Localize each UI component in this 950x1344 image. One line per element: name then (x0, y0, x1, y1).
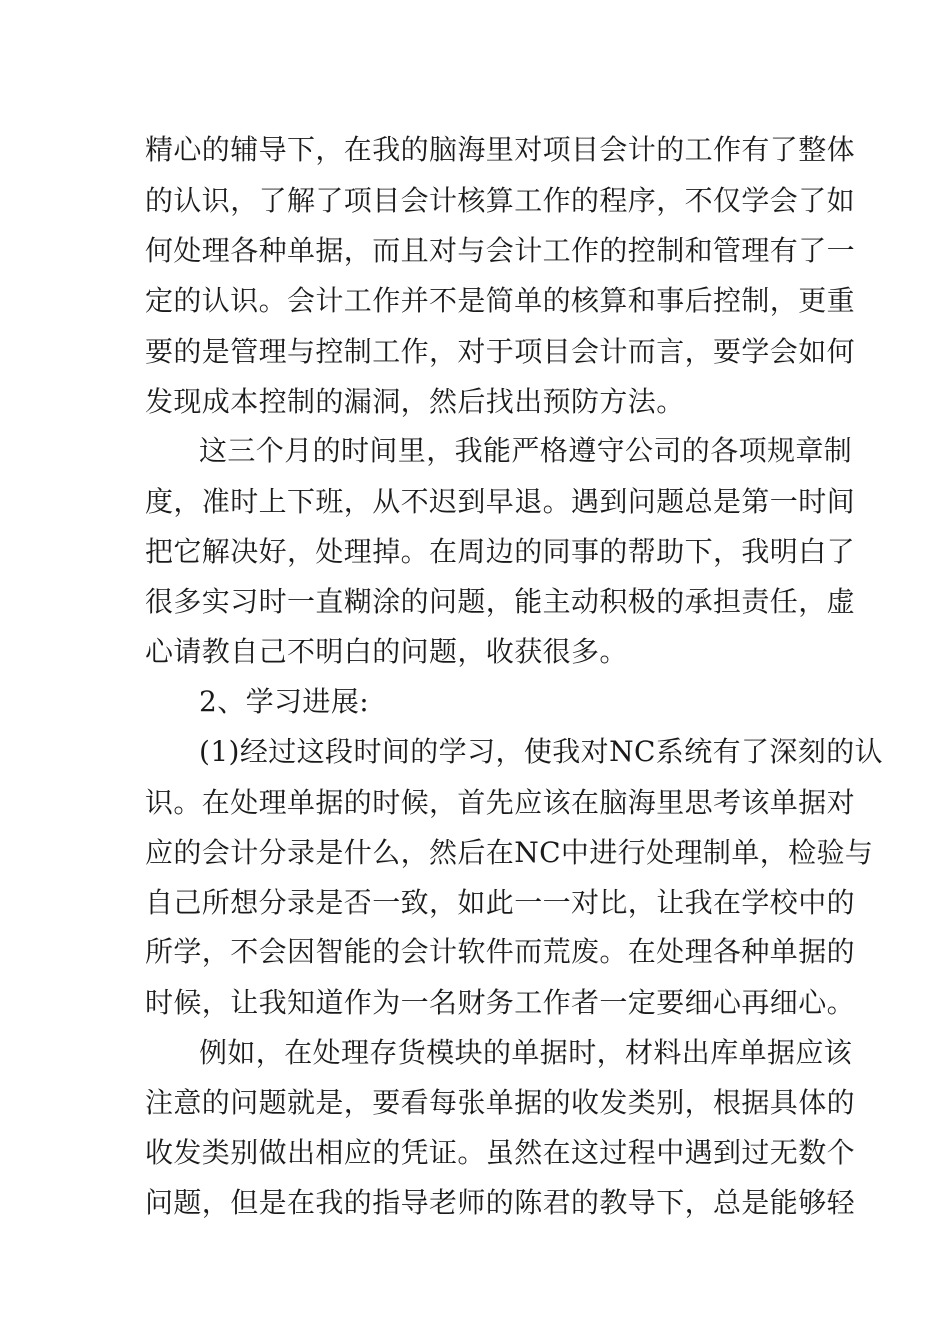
text-line: 自己所想分录是否一致，如此一一对比，让我在学校中的 (145, 886, 856, 919)
text-line: 注意的问题就是，要看每张单据的收发类别，根据具体的 (145, 1086, 856, 1119)
text-line: 问题，但是在我的指导老师的陈君的教导下，总是能够轻 (145, 1186, 856, 1219)
text-line: 时候，让我知道作为一名财务工作者一定要细心再细心。 (145, 986, 856, 1019)
text-line: 收发类别做出相应的凭证。虽然在这过程中遇到过无数个 (145, 1136, 856, 1169)
text-line: 度，准时上下班，从不迟到早退。遇到问题总是第一时间 (145, 485, 856, 518)
paragraph-first-line: 例如，在处理存货模块的单据时，材料出库单据应该 (199, 1036, 853, 1069)
section-heading: 2、学习进展: (199, 685, 370, 718)
text-line: 何处理各种单据，而且对与会计工作的控制和管理有了一 (145, 234, 856, 267)
text-line: 很多实习时一直糊涂的问题，能主动积极的承担责任，虚 (145, 585, 856, 618)
text-line: 要的是管理与控制工作，对于项目会计而言，要学会如何 (145, 335, 856, 368)
text-line: 心请教自己不明白的问题，收获很多。 (145, 635, 628, 668)
paragraph-first-line: 这三个月的时间里，我能严格遵守公司的各项规章制 (199, 434, 853, 467)
text-line: 定的认识。会计工作并不是简单的核算和事后控制，更重 (145, 284, 856, 317)
text-line: 所学，不会因智能的会计软件而荒废。在处理各种单据的 (145, 935, 856, 968)
text-line: 精心的辅导下，在我的脑海里对项目会计的工作有了整体 (145, 133, 856, 166)
text-line: 识。在处理单据的时候，首先应该在脑海里思考该单据对 (145, 786, 856, 819)
text-line: 的认识，了解了项目会计核算工作的程序，不仅学会了如 (145, 184, 856, 217)
text-line: 应的会计分录是什么，然后在NC中进行处理制单，检验与 (145, 836, 874, 869)
text-line: 发现成本控制的漏洞，然后找出预防方法。 (145, 385, 685, 418)
text-line: 把它解决好，处理掉。在周边的同事的帮助下，我明白了 (145, 535, 856, 568)
paragraph-first-line: (1)经过这段时间的学习，使我对NC系统有了深刻的认 (199, 735, 883, 768)
